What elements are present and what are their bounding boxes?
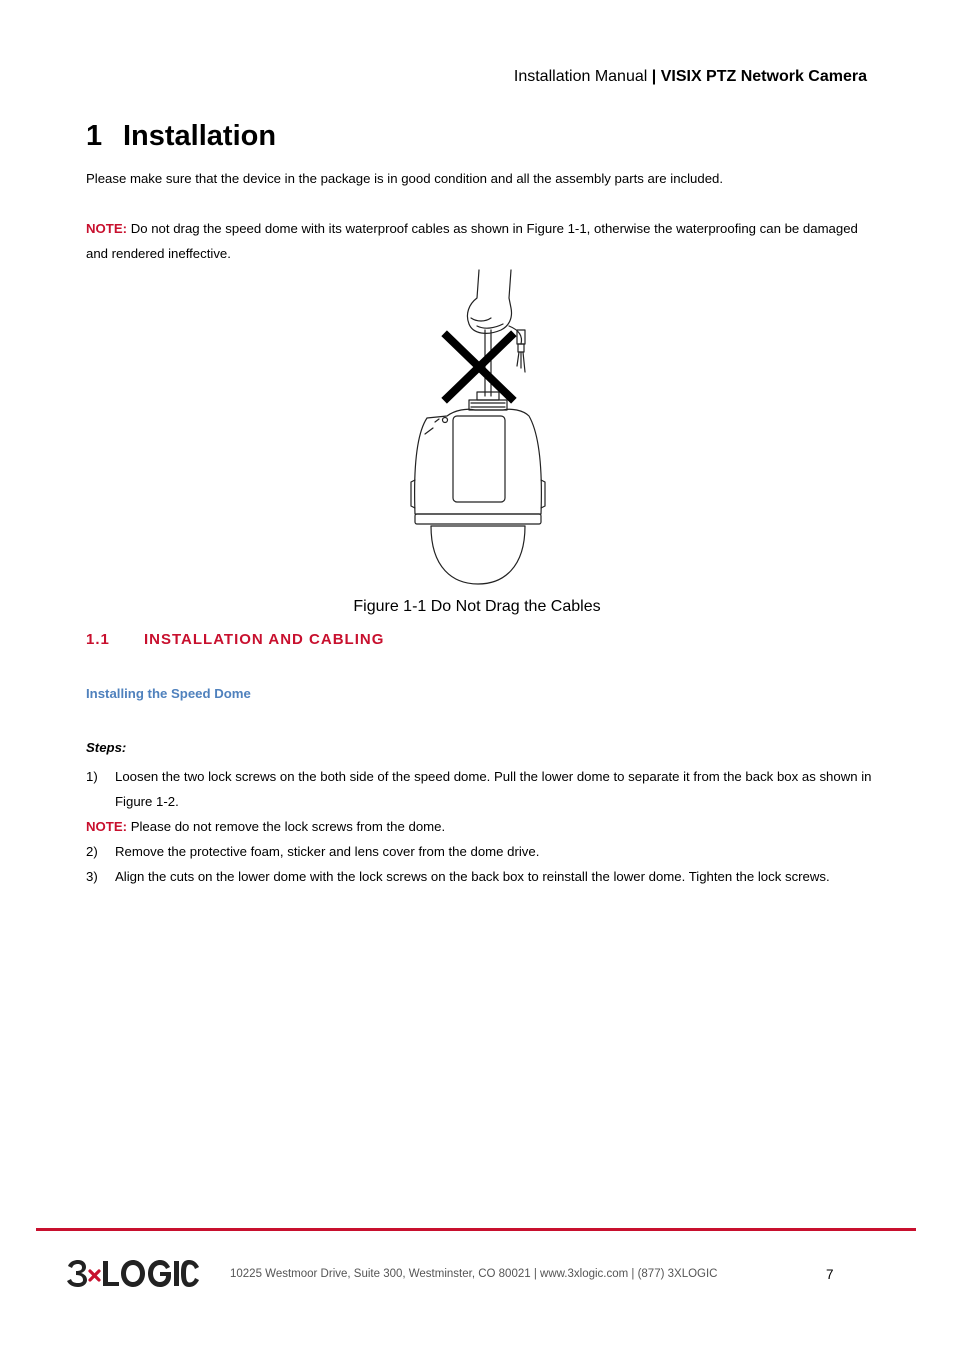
step-number: 1) (86, 769, 98, 784)
step-text: Remove the protective foam, sticker and lens cover from the dome drive. (115, 844, 540, 859)
intro-paragraph: Please make sure that the device in the package is in good condition and all the assembly parts are included. (86, 171, 724, 186)
header-separator: | (651, 68, 657, 85)
note-text: Please do not remove the lock screws from the dome. (130, 819, 446, 834)
note-label: NOTE: (86, 221, 128, 236)
section-number: 1 (86, 120, 103, 152)
page-number: 7 (826, 1267, 834, 1282)
page-header (514, 68, 867, 86)
figure-caption: Figure 1-1 Do Not Drag the Cables (353, 598, 601, 615)
step-text: Align the cuts on the lower dome with the lock screws on the back box to reinstall the lower dome. Tighten the lock screws. (115, 869, 830, 884)
step-item (86, 764, 876, 814)
footer-divider (36, 1228, 916, 1231)
step-text: Loosen the two lock screws on the both side of the speed dome. Pull the lower dome to separate it from the back box as shown in Figure 1-2. (115, 769, 872, 809)
step-item (86, 839, 876, 864)
figure-dont-drag-cables (405, 268, 550, 586)
header-product: VISIX PTZ Network Camera (660, 68, 867, 85)
subsection-number: 1.1 (86, 631, 110, 648)
step-number: 2) (86, 844, 98, 859)
subsection-title: INSTALLATION AND CABLING (144, 631, 385, 648)
prohibited-cross-icon (447, 336, 511, 398)
note-paragraph (86, 216, 876, 266)
note-label: NOTE: (86, 819, 128, 834)
note-paragraph (86, 814, 876, 839)
steps-label: Steps: (86, 740, 127, 755)
subsection-heading (86, 631, 384, 648)
header-doc-type: Installation Manual (513, 68, 648, 85)
step-item (86, 864, 876, 889)
company-logo (66, 1258, 200, 1288)
procedure-heading: Installing the Speed Dome (86, 686, 251, 701)
footer-address: 10225 Westmoor Drive, Suite 300, Westminster, CO 80021 | www.3xlogic.com | (877) 3XLOGIC (230, 1268, 718, 1280)
section-heading (86, 120, 276, 153)
note-text: Do not drag the speed dome with its waterproof cables as shown in Figure 1-1, otherwise the waterproofing can be damaged and rendered ineffective. (86, 221, 858, 261)
step-number: 3) (86, 869, 98, 884)
speed-dome-illustration (415, 409, 542, 514)
section-title: Installation (123, 120, 277, 152)
hand-illustration (467, 270, 511, 333)
